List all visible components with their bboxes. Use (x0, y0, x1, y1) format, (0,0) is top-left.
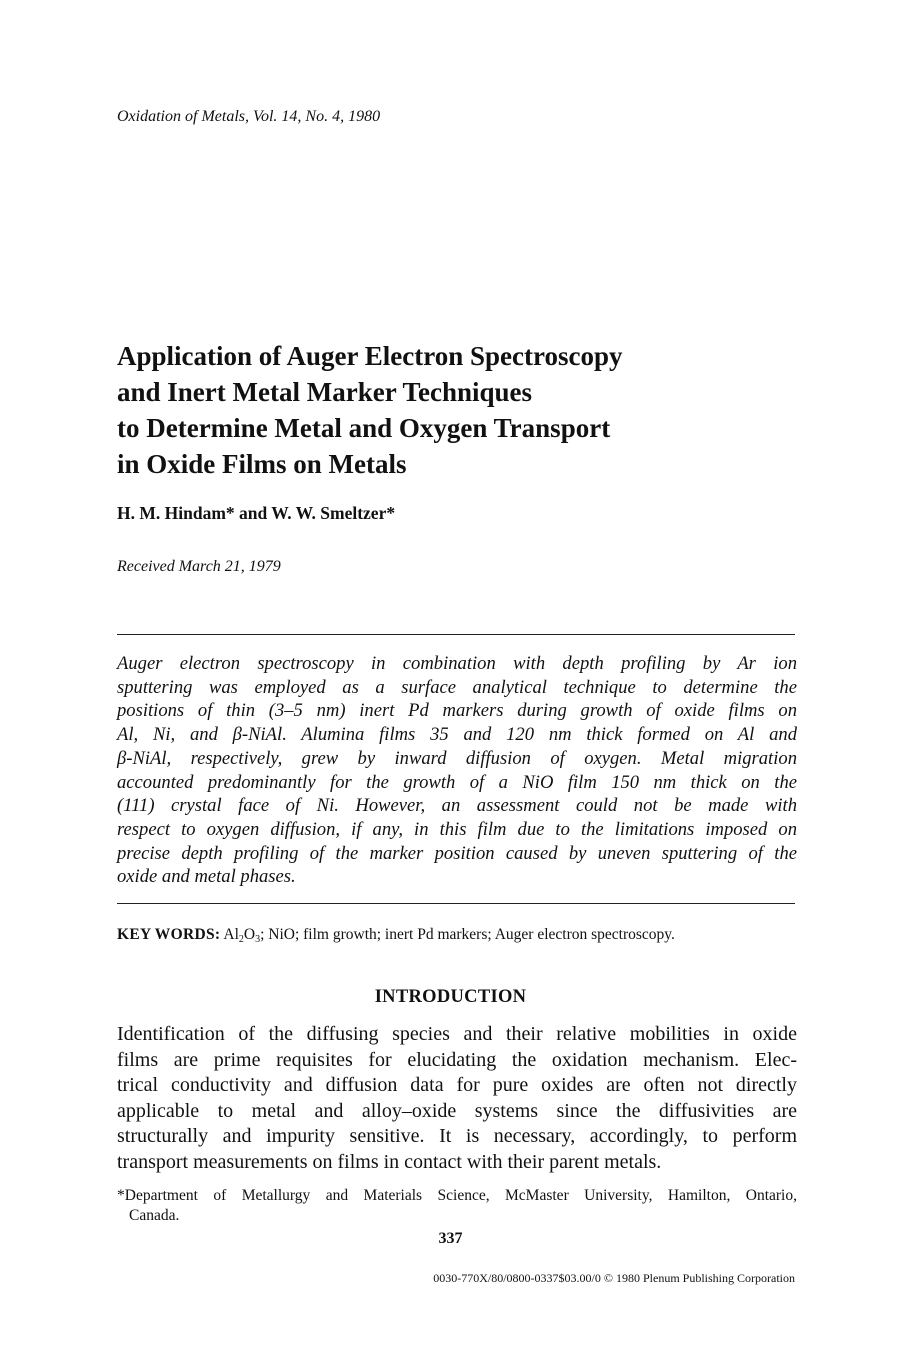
title-line: Application of Auger Electron Spectroscopy (117, 341, 623, 371)
title-line: to Determine Metal and Oxygen Transport (117, 413, 611, 443)
abstract-top-rule (117, 634, 795, 635)
body-line: transport measurements on films in contact with their parent metals. (117, 1150, 662, 1173)
body-line: applicable to metal and alloy–oxide systems since the diffusivities are (117, 1099, 797, 1122)
body-line: trical conductivity and diffusion data for pure oxides are often not directly (117, 1074, 797, 1096)
keywords-label: KEY WORDS: (117, 926, 221, 943)
title-line: and Inert Metal Marker Techniques (117, 377, 533, 407)
body-line: Identification of the diffusing species and their relative mobilities in oxide (117, 1023, 797, 1045)
abstract-line: β-NiAl, respectively, grew by inward diffusion of oxygen. Metal migration (117, 747, 797, 769)
section-heading-introduction: INTRODUCTION (374, 987, 527, 1007)
abstract-line: precise depth profiling of the marker position caused by uneven sputtering of the (117, 842, 797, 864)
abstract-line: (111) crystal face of Ni. However, an assessment could not be made with (117, 795, 797, 817)
body-line: films are prime requisites for elucidating the oxidation mechanism. Elec- (117, 1048, 797, 1071)
abstract-line: respect to oxygen diffusion, if any, in this film due to the limitations imposed on (117, 818, 797, 840)
keywords (117, 926, 675, 944)
author-footnote (117, 1186, 797, 1226)
abstract-bottom-rule (117, 903, 795, 904)
paper-title (117, 338, 817, 482)
abstract-line: oxide and metal phases. (117, 866, 296, 888)
copyright-line: 0030-770X/80/0800-0337$03.00/0 © 1980 Plenum Publishing Corporation (433, 1271, 795, 1285)
abstract-line: accounted predominantly for the growth of a NiO film 150 nm thick on the (117, 771, 797, 793)
abstract-line: sputtering was employed as a surface analytical technique to determine the (117, 676, 797, 698)
received-date: Received March 21, 1979 (117, 558, 281, 575)
introduction-paragraph (117, 1022, 797, 1175)
keywords-list: ; NiO; film growth; inert Pd markers; Auger electron spectroscopy. (260, 926, 675, 943)
abstract-line: Al, Ni, and β-NiAl. Alumina films 35 and 120 nm thick formed on Al and (117, 724, 797, 746)
abstract-line: positions of thin (3–5 nm) inert Pd markers during growth of oxide films on (117, 700, 797, 722)
journal-citation: Oxidation of Metals, Vol. 14, No. 4, 1980 (117, 108, 381, 125)
footnote-line: *Department of Metallurgy and Materials Science, McMaster University, Hamilton, Ontario, (117, 1187, 797, 1204)
abstract (117, 652, 797, 889)
page-number: 337 (438, 1230, 463, 1247)
keyword-alumina-formula: $Al_2O_3$ (223, 926, 261, 945)
footnote-line: Canada. (129, 1207, 180, 1224)
body-line: structurally and impurity sensitive. It is necessary, accordingly, to perform (117, 1125, 797, 1147)
title-line: in Oxide Films on Metals (117, 449, 407, 479)
authors: H. M. Hindam* and W. W. Smeltzer* (117, 503, 396, 523)
abstract-line: Auger electron spectroscopy in combination with depth profiling by Ar ion (117, 653, 797, 674)
